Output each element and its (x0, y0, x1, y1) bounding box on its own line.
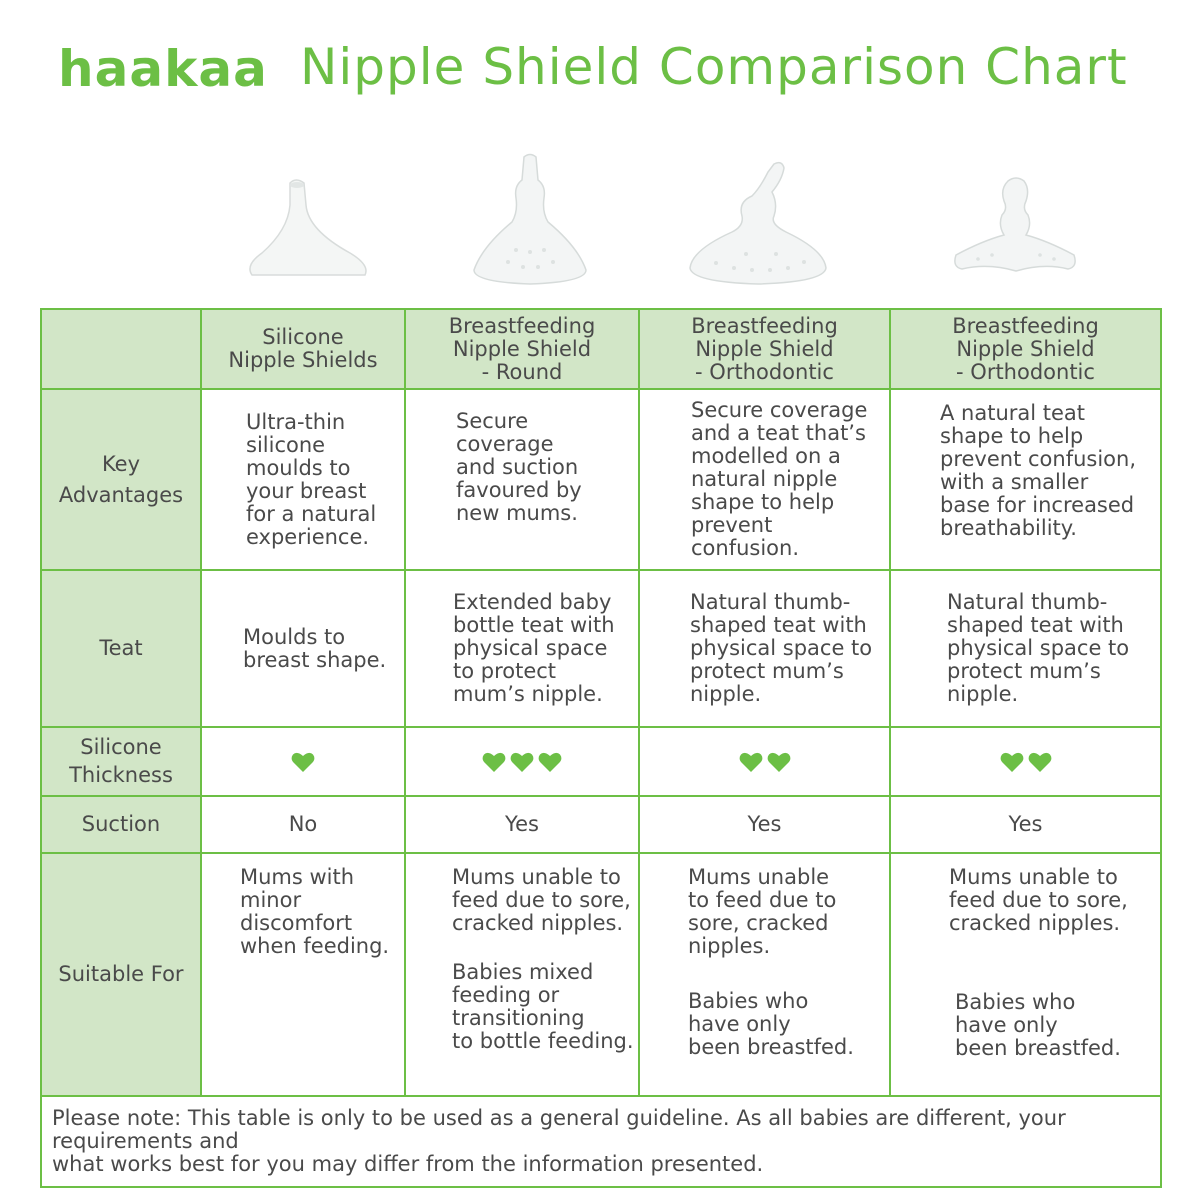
thickness-cell (201, 727, 405, 796)
header-silicone-nipple-shields: Silicone Nipple Shields (201, 309, 405, 389)
row-label-suitable-for: Suitable For (41, 853, 201, 1096)
key-advantages-cell: Secure coverage and a teat that’s modelled on a natural nipple shape to help prevent confusion. (639, 389, 890, 570)
thickness-cell (639, 727, 890, 796)
key-advantages-cell: Secure coverage and suction favoured by new mums. (405, 389, 639, 570)
teat-cell: Natural thumb- shaped teat with physical space to protect mum’s nipple. (639, 570, 890, 727)
row-suitable-for (41, 853, 1161, 1096)
key-advantages-cell: A natural teat shape to help prevent confusion, with a smaller base for increased breathability. (890, 389, 1161, 570)
heart-rating (406, 751, 638, 773)
row-note (41, 1096, 1161, 1187)
suitable-for-cell: Mums unable to feed due to sore, cracked nipples. Babies who have only been breastfed. (890, 853, 1161, 1096)
product-image-orthodontic-shield (686, 158, 831, 288)
thickness-cell (405, 727, 639, 796)
header-empty-cell (41, 309, 201, 389)
row-label-teat: Teat (41, 570, 201, 727)
teat-cell: Natural thumb- shaped teat with physical space to protect mum’s nipple. (890, 570, 1161, 727)
product-images (0, 140, 1200, 305)
suitable-for-cell: Mums unable to feed due to sore, cracked nipples. Babies who have only been breastfed. (639, 853, 890, 1096)
key-advantages-cell: Ultra-thin silicone moulds to your breast for a natural experience. (201, 389, 405, 570)
row-suction (41, 796, 1161, 853)
row-silicone-thickness (41, 727, 1161, 796)
suction-cell: Yes (639, 796, 890, 853)
heart-icon (482, 751, 506, 773)
thickness-cell (890, 727, 1161, 796)
row-label-key-advantages: Key Advantages (41, 389, 201, 570)
header-round-shield: Breastfeeding Nipple Shield - Round (405, 309, 639, 389)
row-label-suction: Suction (41, 796, 201, 853)
heart-icon (291, 751, 315, 773)
suction-cell: No (201, 796, 405, 853)
row-key-advantages (41, 389, 1161, 570)
header-orthodontic-shield: Breastfeeding Nipple Shield - Orthodontic (639, 309, 890, 389)
product-image-orthodontic-small-shield (948, 175, 1083, 275)
product-image-silicone-shield (240, 175, 375, 280)
row-label-silicone-thickness: Silicone Thickness (41, 727, 201, 796)
heart-icon (767, 751, 791, 773)
guideline-note: Please note: This table is only to be used as a general guideline. As all babies are different, your requirements and what works best for you may differ from the information presented. (41, 1096, 1161, 1187)
header-orthodontic-shield-2: Breastfeeding Nipple Shield - Orthodontic (890, 309, 1161, 389)
heart-icon (510, 751, 534, 773)
page-title: Nipple Shield Comparison Chart (300, 38, 1128, 96)
suction-cell: Yes (405, 796, 639, 853)
teat-cell: Extended baby bottle teat with physical space to protect mum’s nipple. (405, 570, 639, 727)
suitable-for-cell: Mums unable to feed due to sore, cracked nipples. Babies mixed feeding or transitioning to bottle feeding. (405, 853, 639, 1096)
comparison-table (40, 308, 1162, 1188)
suction-cell: Yes (890, 796, 1161, 853)
product-image-round-shield (468, 152, 593, 287)
heart-rating (640, 751, 889, 773)
brand-logo: haakaa (58, 40, 268, 98)
heart-icon (1028, 751, 1052, 773)
heart-icon (538, 751, 562, 773)
heart-icon (1000, 751, 1024, 773)
heart-rating (891, 751, 1160, 773)
suitable-for-cell: Mums with minor discomfort when feeding. (201, 853, 405, 1096)
heart-rating (202, 751, 404, 773)
row-teat (41, 570, 1161, 727)
header-row (41, 309, 1161, 389)
teat-cell: Moulds to breast shape. (201, 570, 405, 727)
heart-icon (739, 751, 763, 773)
